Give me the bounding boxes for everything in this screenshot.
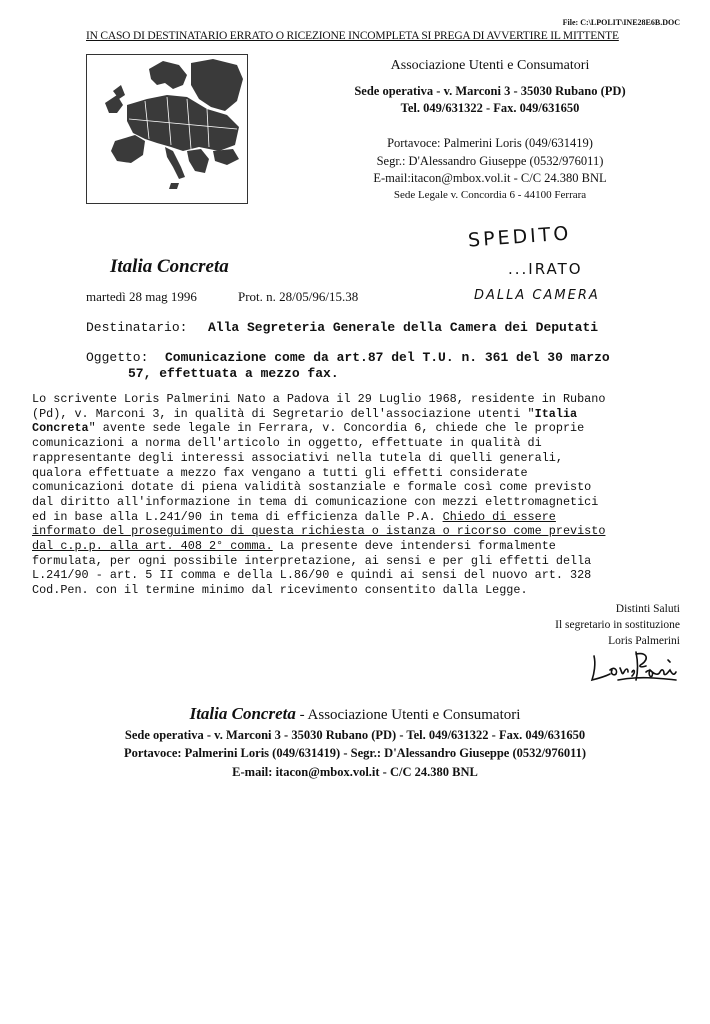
body-underlined-text: Chiedo di essere: [442, 509, 556, 524]
signer-role: Il segretario in sostituzione: [555, 619, 680, 631]
file-reference: File: C:\LPOLIT\INE28E6B.DOC: [562, 18, 680, 27]
brand-title: Italia Concreta: [110, 256, 229, 277]
body-line: formulata, per ogni possibile interpretazione, ai sensi e per gli effetti della: [32, 553, 592, 568]
footer-contacts: Portavoce: Palmerini Loris (049/631419) - Segr.: D'Alessandro Giuseppe (0532/976011): [123, 746, 587, 760]
body-underlined-text: dal c.p.p. alla art. 408 2° comma.: [32, 539, 273, 554]
body-line: rappresentante degli interessi associativi nella tutela di quelli generali,: [32, 450, 563, 465]
body-line: [32, 510, 692, 525]
body-line: Lo scrivente Loris Palmerini Nato a Padova il 29 Luglio 1968, residente in Rubano: [32, 392, 606, 406]
body-text: " avente sede legale in Ferrara, v. Concordia 6, chiede che le proprie: [88, 421, 585, 436]
handwritten-signature: [588, 646, 680, 686]
europe-map-image: [86, 54, 248, 204]
association-name: Associazione Utenti e Consumatori: [390, 58, 590, 73]
header-warning: IN CASO DI DESTINATARIO ERRATO O RICEZIONE INCOMPLETA SI PREGA DI AVVERTIRE IL MITTENTE: [86, 30, 619, 42]
body-line: [32, 421, 692, 436]
body-line: qualora effettuate a mezzo fax vengano a tutti gli effetti considerate: [32, 465, 528, 480]
legal-office-address: Sede Legale v. Concordia 6 - 44100 Ferrara: [393, 189, 587, 201]
subject-label: Oggetto:: [86, 350, 149, 365]
stamp-line-3: DALLA CAMERA: [474, 288, 600, 303]
body-text: (Pd), v. Marconi 3, in qualità di Segretario dell'associazione utenti ": [32, 406, 535, 421]
secretary: Segr.: D'Alessandro Giuseppe (0532/976011): [376, 154, 604, 168]
letter-date: martedì 28 mag 1996: [86, 289, 197, 304]
protocol-number: Prot. n. 28/05/96/15.38: [238, 289, 359, 304]
signer-name: Loris Palmerini: [608, 635, 680, 647]
email-account: E-mail:itacon@mbox.vol.it - C/C 24.380 BNL: [373, 171, 607, 185]
closing-salutation: Distinti Saluti: [615, 603, 680, 615]
subject-line-1: Comunicazione come da art.87 del T.U. n. 361 del 30 marzo: [165, 350, 610, 365]
spokesperson: Portavoce: Palmerini Loris (049/631419): [387, 136, 593, 150]
body-line: comunicazioni dotate di piena validità sostanziale e formale così come previsto: [32, 480, 592, 495]
letter-body: [32, 392, 692, 598]
footer-brand: Italia Concreta: [189, 704, 296, 723]
subject-line-2: 57, effettuata a mezzo fax.: [128, 366, 339, 381]
body-line: [32, 407, 692, 422]
footer-email: E-mail: itacon@mbox.vol.it - C/C 24.380 BNL: [232, 765, 478, 779]
stamp-line-2: ...IRATO: [508, 260, 583, 278]
operating-office-address: Sede operativa - v. Marconi 3 - 35030 Rubano (PD): [354, 84, 626, 98]
phone-fax: Tel. 049/631322 - Fax. 049/631650: [400, 101, 580, 115]
body-text: ed in base alla L.241/90 in tema di efficienza dalle P.A.: [32, 509, 443, 524]
recipient-value: Alla Segreteria Generale della Camera dei Deputati: [208, 320, 599, 335]
stamp-sent: SPEDITO: [467, 222, 572, 252]
body-line: L.241/90 - art. 5 II comma e della L.86/90 e quindi ai sensi del nuovo art. 328: [32, 568, 592, 583]
body-line: informato del proseguimento di questa richiesta o istanza o ricorso come previsto: [32, 524, 606, 539]
footer-assoc-name: - Associazione Utenti e Consumatori: [295, 707, 521, 723]
footer-address: Sede operativa - v. Marconi 3 - 35030 Rubano (PD) - Tel. 049/631322 - Fax. 049/631650: [124, 728, 586, 742]
body-bold-text: Concreta: [32, 421, 89, 436]
body-bold-text: Italia: [534, 406, 578, 421]
body-line: Cod.Pen. con il termine minimo dal ricevimento consentito dalla Legge.: [32, 583, 528, 598]
body-line: dal diritto all'informazione in tema di comunicazione con mezzi elettromagnetici: [32, 494, 599, 509]
footer-brand-line: [0, 704, 710, 724]
body-line: [32, 539, 692, 554]
recipient-label: Destinatario:: [86, 320, 188, 335]
body-text: La presente deve intendersi formalmente: [272, 539, 556, 554]
body-line: comunicazioni a norma dell'articolo in oggetto, effettuate in qualità di: [32, 436, 542, 451]
